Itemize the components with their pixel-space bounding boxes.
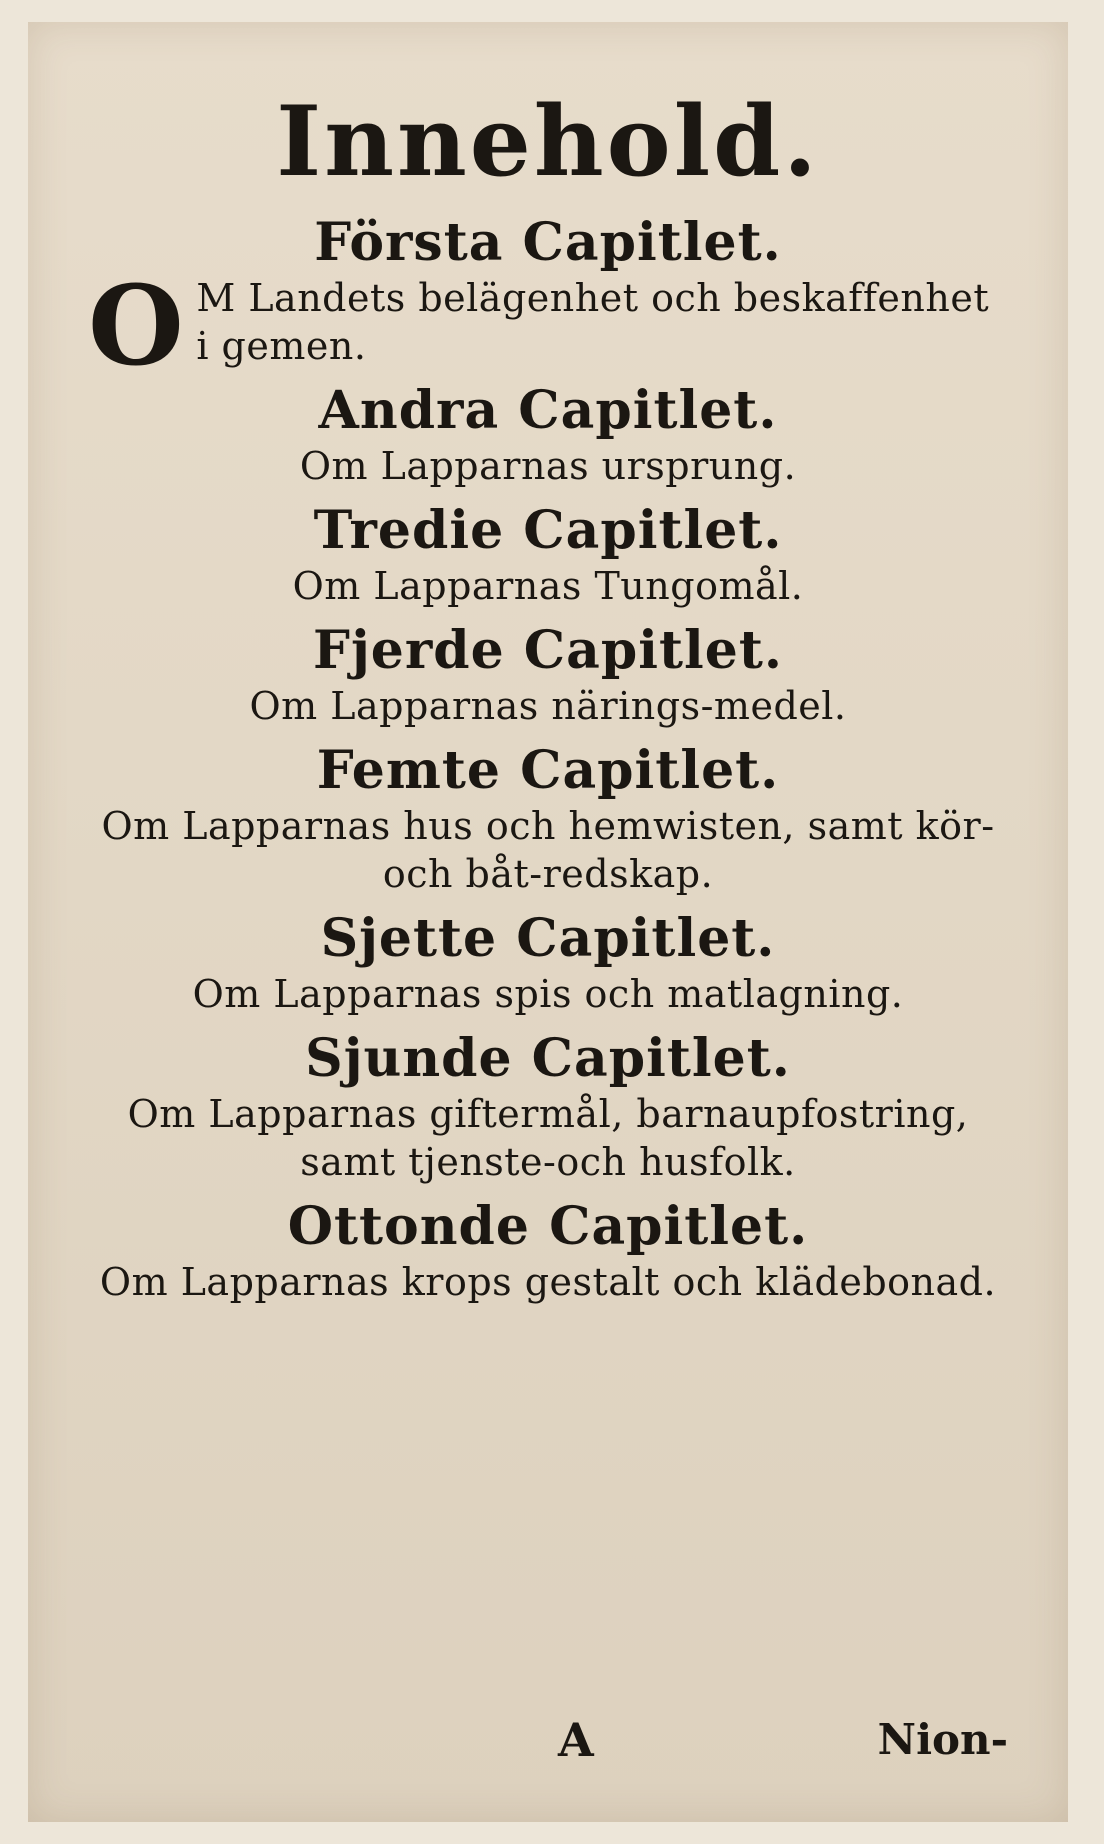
signature-mark: A — [558, 1713, 594, 1767]
chapter-description: Om Lapparnas krops gestalt och klädebonad. — [99, 1260, 997, 1304]
chapter-entry-5 — [88, 740, 1008, 898]
chapter-description: Om Lapparnas hus och hemwisten, samt kör- och båt-redskap. — [101, 804, 995, 896]
chapter-heading: Sjette Capitlet. — [320, 908, 776, 969]
chapter-entry-6 — [88, 908, 1008, 1018]
chapter-entry-8 — [88, 1196, 1008, 1306]
chapter-entry-3 — [88, 500, 1008, 610]
chapter-description: Om Lapparnas ursprung. — [299, 444, 797, 488]
chapter-description — [88, 261, 1008, 390]
chapter-heading: Andra Capitlet. — [318, 380, 778, 441]
chapter-description-text: M Landets belägenhet och beskaffenhet i gemen. — [196, 276, 990, 368]
catchword: Nion- — [877, 1715, 1008, 1764]
chapter-heading: Ottonde Capitlet. — [287, 1196, 809, 1257]
chapter-description: Om Lapparnas spis och matlagning. — [192, 972, 904, 1016]
page-title: Innehold. — [276, 85, 820, 198]
chapter-heading: Första Capitlet. — [314, 212, 782, 273]
chapter-heading: Femte Capitlet. — [316, 740, 780, 801]
chapter-heading: Fjerde Capitlet. — [313, 620, 783, 681]
chapter-entry-1 — [88, 212, 1008, 390]
chapter-entry-2 — [88, 380, 1008, 490]
chapter-entry-7 — [88, 1028, 1008, 1186]
chapter-description: Om Lapparnas Tungomål. — [292, 564, 804, 608]
chapter-heading: Tredie Capitlet. — [313, 500, 783, 561]
chapter-entry-4 — [88, 620, 1008, 730]
chapter-description: Om Lapparnas närings-medel. — [249, 684, 847, 728]
page-footer — [88, 1712, 1008, 1772]
chapter-heading: Sjunde Capitlet. — [305, 1028, 791, 1089]
table-of-contents — [88, 82, 1008, 1782]
book-page — [28, 22, 1068, 1822]
chapter-description: Om Lapparnas giftermål, barnaupfostring, samt tjenste-och husfolk. — [127, 1092, 969, 1184]
drop-cap-letter: O — [88, 261, 185, 390]
